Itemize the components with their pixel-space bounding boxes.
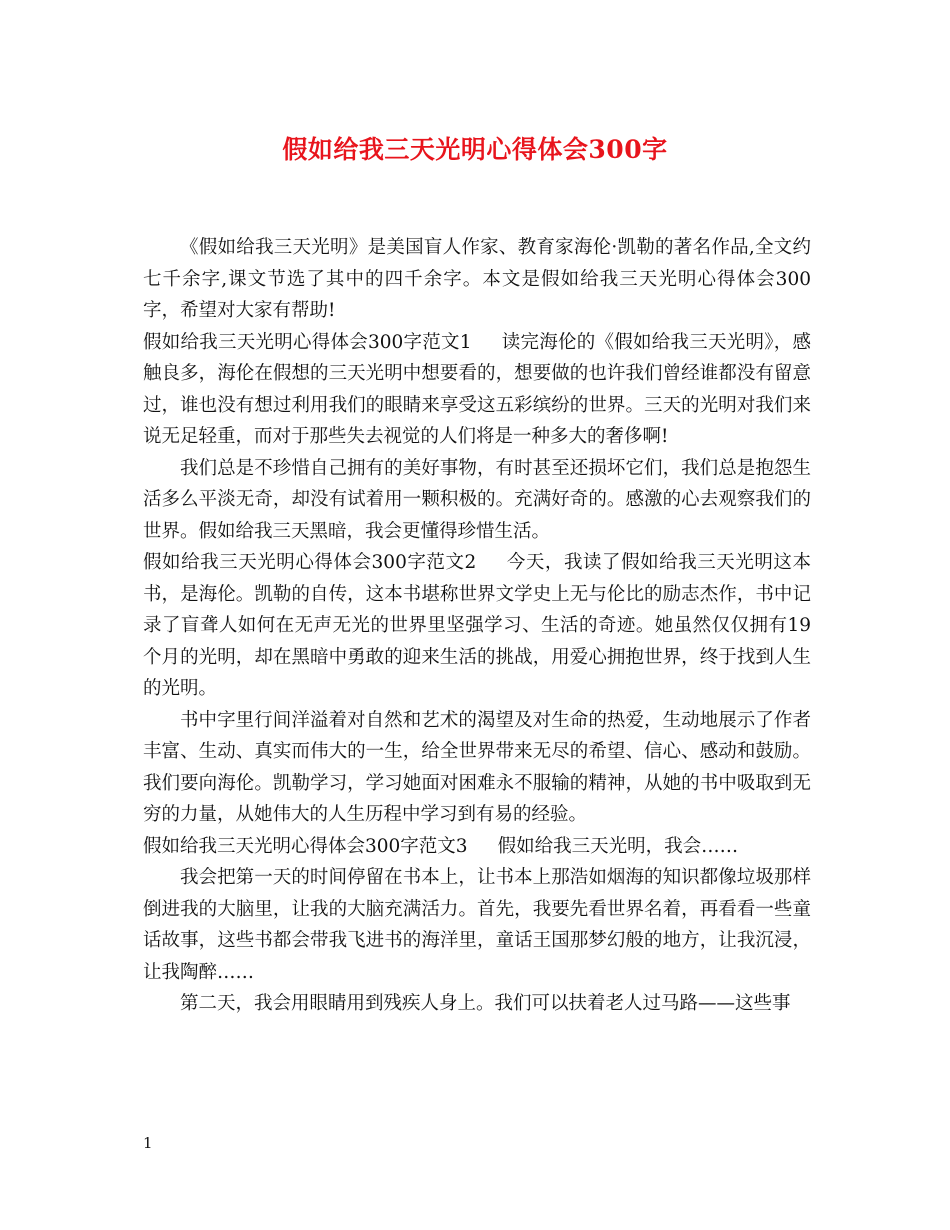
document-title: 假如给我三天光明心得体会300字: [282, 135, 668, 164]
section-heading: 假如给我三天光明心得体会300字范文1: [143, 331, 472, 353]
section-lead-text: 假如给我三天光明，我会……: [497, 835, 739, 857]
section-heading: 假如给我三天光明心得体会300字范文3: [143, 835, 468, 857]
section-2-heading-line: [143, 547, 811, 705]
page-number: 1: [143, 1134, 153, 1152]
section-3-heading-line: [143, 831, 811, 863]
document-body: [143, 232, 811, 1020]
body-paragraph: 书中字里行间洋溢着对自然和艺术的渴望及对生命的热爱，生动地展示了作者丰富、生动、真实而伟大的一生，给全世界带来无尽的希望、信心、感动和鼓励。我们要向海伦。凯勒学习，学习她面对困难永不服输的精神，从她的书中吸取到无穷的力量，从她伟大的人生历程中学习到有易的经验。: [143, 709, 811, 825]
section-lead-text: 今天，我读了假如给我三天光明这本书，是海伦。凯勒的自传，这本书堪称世界文学史上无与伦比的励志杰作，书中记录了盲聋人如何在无声无光的世界里坚强学习、生活的奇迹。她虽然仅仅拥有19个月的光明，却在黑暗中勇敢的迎来生活的挑战，用爱心拥抱世界，终于找到人生的光明。: [143, 552, 811, 699]
body-paragraph: 第二天，我会用眼睛用到残疾人身上。我们可以扶着老人过马路——这些事: [180, 993, 791, 1014]
section-heading: 假如给我三天光明心得体会300字范文2: [143, 552, 477, 573]
section-lead-text: 读完海伦的《假如给我三天光明》，感触良多，海伦在假想的三天光明中想要看的，想要做的也许我们曾经谁都没有留意过，谁也没有想过利用我们的眼睛来享受这五彩缤纷的世界。三天的光明对我们来说无足轻重，而对于那些失去视觉的人们将是一种多大的奢侈啊!: [143, 331, 811, 447]
body-paragraph: 我们总是不珍惜自己拥有的美好事物，有时甚至还损坏它们，我们总是抱怨生活多么平淡无奇，却没有试着用一颗积极的。充满好奇的。感激的心去观察我们的世界。假如给我三天黑暗，我会更懂得珍惜生活。: [143, 457, 811, 542]
section-1-heading-line: [143, 327, 811, 453]
body-paragraph: 我会把第一天的时间停留在书本上，让书本上那浩如烟海的知识都像垃圾那样倒进我的大脑里，让我的大脑充满活力。首先，我要先看世界名着，再看看一些童话故事，这些书都会带我飞进书的海洋里，童话王国那梦幻般的地方，让我沉浸，让我陶醉……: [143, 867, 811, 983]
intro-paragraph: 《假如给我三天光明》是美国盲人作家、教育家海伦·凯勒的著名作品,全文约七千余字,课文节选了其中的四千余字。本文是假如给我三天光明心得体会300字，希望对大家有帮助!: [143, 237, 811, 321]
